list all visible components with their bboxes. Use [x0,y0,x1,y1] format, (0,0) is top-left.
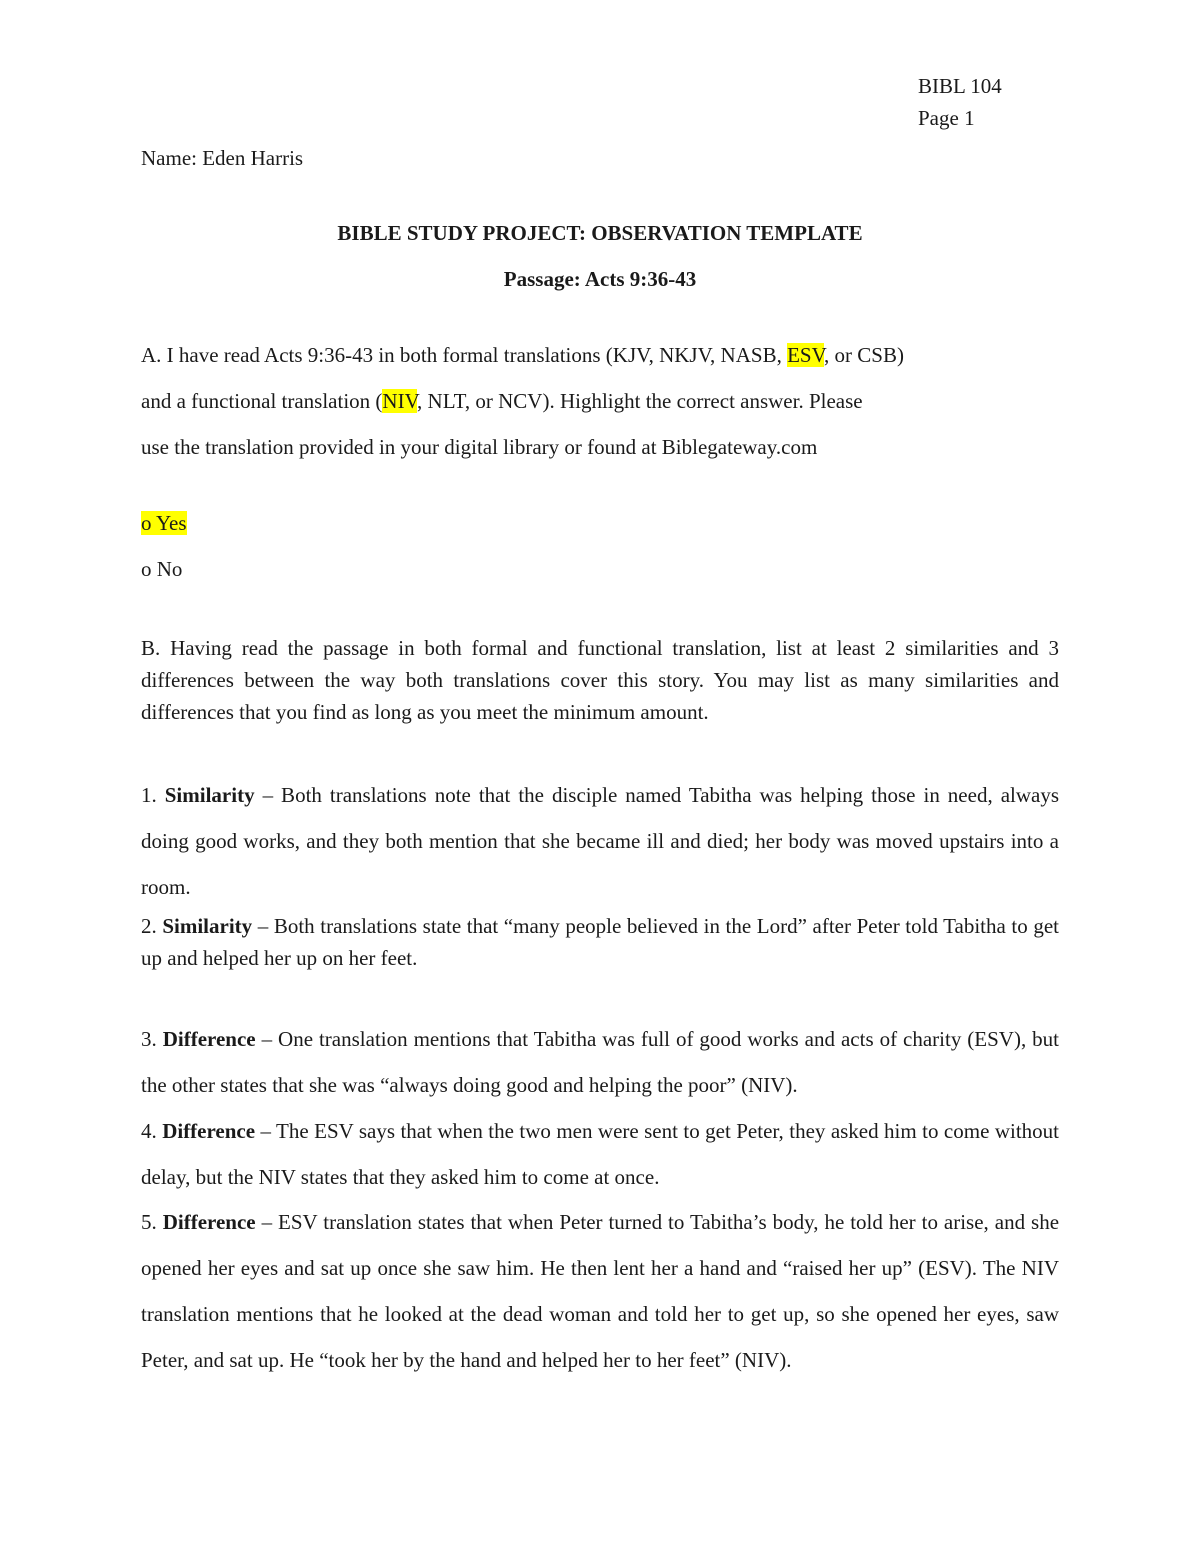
item-label: Similarity [164,783,255,807]
section-a-line-3: use the translation provided in your digital library or found at Biblegateway.com [141,435,818,459]
student-name: Name: Eden Harris [141,146,304,170]
section-b-instructions: B. Having read the passage in both formal and functional translation, list at least 2 similarities and 3 differences between the way both translations cover this story. You may list as many similarities and differences that you find as long as you meet the minimum amount. [141,636,1059,724]
header-page-number: Page 1 [918,106,975,130]
header-course: BIBL 104 [918,74,1002,98]
item-label: Difference [162,1027,256,1051]
difference-item-3: 3. Difference – One translation mentions that Tabitha was full of good works and acts of charity (ESV), but the other states that she was “always doing good and helping the poor” (NIV). [141,1027,1059,1097]
passage-reference: Passage: Acts 9:36-43 [503,267,697,291]
highlight-niv: NIV [382,389,418,413]
highlight-esv: ESV [787,343,825,367]
section-a-line-2: and a functional translation (NIV, NLT, or NCV). Highlight the correct answer. Please [141,389,863,413]
similarity-item-2: 2. Similarity – Both translations state that “many people believed in the Lord” after Peter told Tabitha to get up and helped her up on her feet. [141,914,1059,970]
document-title: BIBLE STUDY PROJECT: OBSERVATION TEMPLATE [337,221,863,245]
difference-item-4: 4. Difference – The ESV says that when the two men were sent to get Peter, they asked him to come without delay, but the NIV states that they asked him to come at once. [141,1119,1060,1189]
option-yes[interactable]: o Yes [141,511,187,535]
option-no[interactable]: o No [141,557,183,581]
item-label: Similarity [162,914,253,938]
item-label: Difference [162,1119,256,1143]
similarity-item-1: 1. Similarity – Both translations note that the disciple named Tabitha was helping those in need, always doing good works, and they both mention that she became ill and died; her body was moved upstairs into a room. [141,783,1060,899]
difference-item-5: 5. Difference – ESV translation states that when Peter turned to Tabitha’s body, he told her to arise, and she opened her eyes and sat up once she saw him. He then lent her a hand and “raised her up” (ESV). The NIV translation mentions that he looked at the dead woman and told her to get up, so she opened her eyes, saw Peter, and sat up. He “took her by the hand and helped her to her feet” (NIV). [141,1210,1060,1372]
item-label: Difference [162,1210,256,1234]
section-a-line-1: A. I have read Acts 9:36-43 in both formal translations (KJV, NKJV, NASB, ESV, or CSB) [141,343,904,367]
